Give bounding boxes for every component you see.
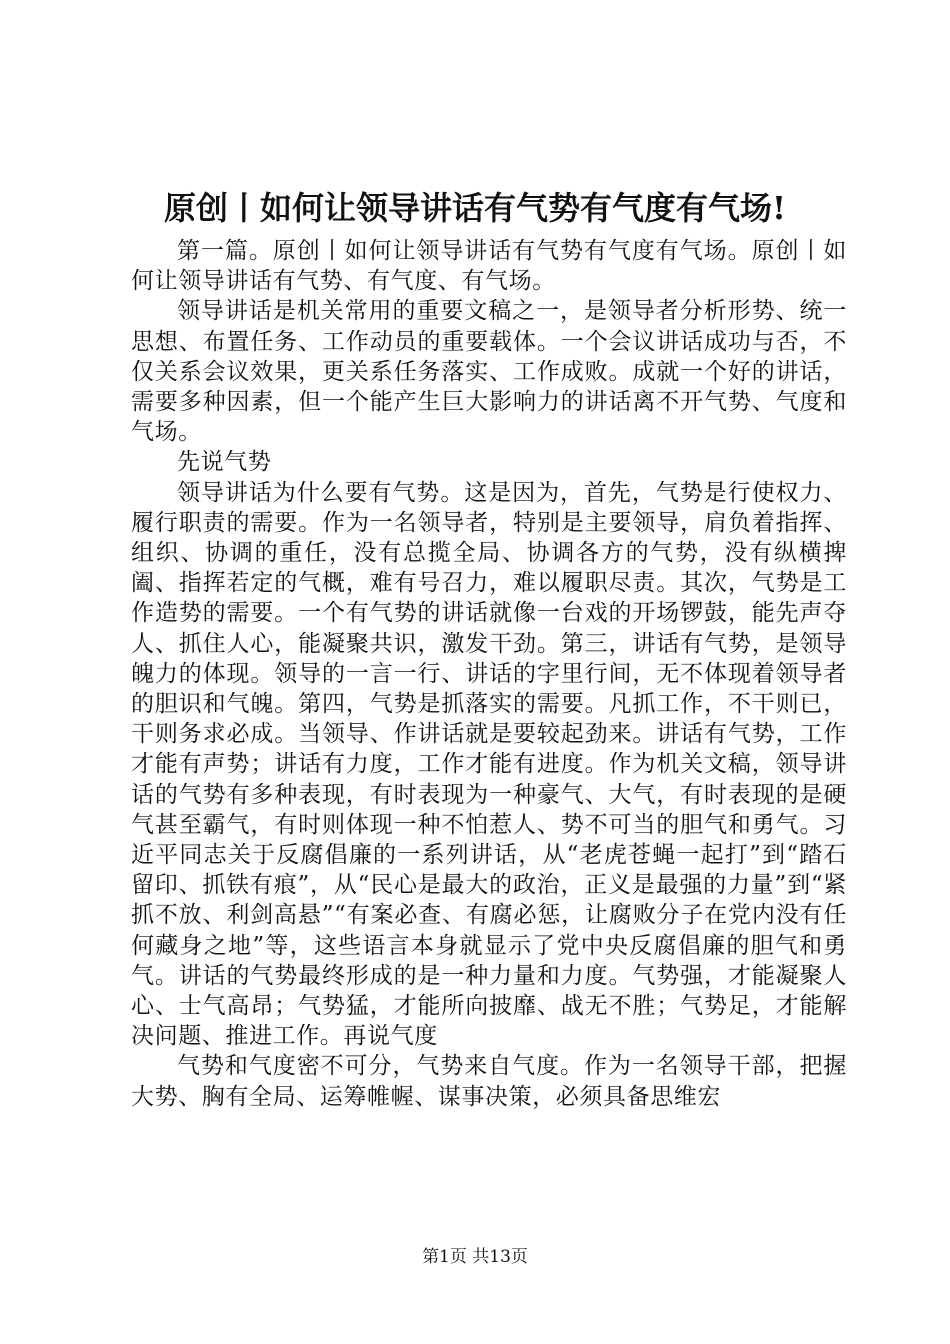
section-heading-momentum: 先说气势 [177,449,272,476]
page-number-label: 第1页 共13页 [422,1247,528,1267]
paragraph-magnanimity: 气势和气度密不可分，气势来自气度。作为一名领导干部，把握大势、胸有全局、运筹帷幄、谋事决策，必须具备思维宏 [131,1053,847,1110]
paragraph-overview: 领导讲话是机关常用的重要文稿之一，是领导者分析形势、统一思想、布置任务、工作动员的重要载体。一个会议讲话成功与否，不仅关系会议效果，更关系任务落实、工作成败。成就一个好的讲话，需要多种因素，但一个能产生巨大影响力的讲话离不开气势、气度和气场。 [131,298,847,446]
document-title: 原创丨如何让领导讲话有气势有气度有气场! [163,189,787,227]
paragraph-momentum: 领导讲话为什么要有气势。这是因为，首先，气势是行使权力、履行职责的需要。作为一名领导者，特别是主要领导，肩负着指挥、组织、协调的重任，没有总揽全局、协调各方的气势，没有纵横捭阖、指挥若定的气概，难有号召力，难以履职尽责。其次，气势是工作造势的需要。一个有气势的讲话就像一台戏的开场锣鼓，能先声夺人、抓住人心，能凝聚共识，激发干劲。第三，讲话有气势，是领导魄力的体现。领导的一言一行、讲话的字里行间，无不体现着领导者的胆识和气魄。第四，气势是抓落实的需要。凡抓工作，不干则已，干则务求必成。当领导、作讲话就是要较起劲来。讲话有气势，工作才能有声势；讲话有力度，工作才能有进度。作为机关文稿，领导讲话的气势有多种表现，有时表现为一种豪气、大气，有时表现的是硬气甚至霸气，有时则体现一种不怕惹人、势不可当的胆气和勇气。习近平同志关于反腐倡廉的一系列讲话，从“老虎苍蝇一起打”到“踏石留印、抓铁有痕”，从“民心是最大的政治，正义是最强的力量”到“紧抓不放、利剑高悬”“有案必查、有腐必惩，让腐败分子在党内没有任何藏身之地”等，这些语言本身就显示了党中央反腐倡廉的胆气和勇气。讲话的气势最终形成的是一种力量和力度。气势强，才能凝聚人心、士气高昂；气势猛，才能所向披靡、战无不胜；气势足，才能解决问题、推进工作。再说气度 [131,479,847,1050]
document-body [131,236,847,1112]
page-footer [0,1246,950,1268]
paragraph-intro: 第一篇。原创丨如何让领导讲话有气势有气度有气场。原创丨如何让领导讲话有气势、有气度、有气场。 [131,238,847,295]
